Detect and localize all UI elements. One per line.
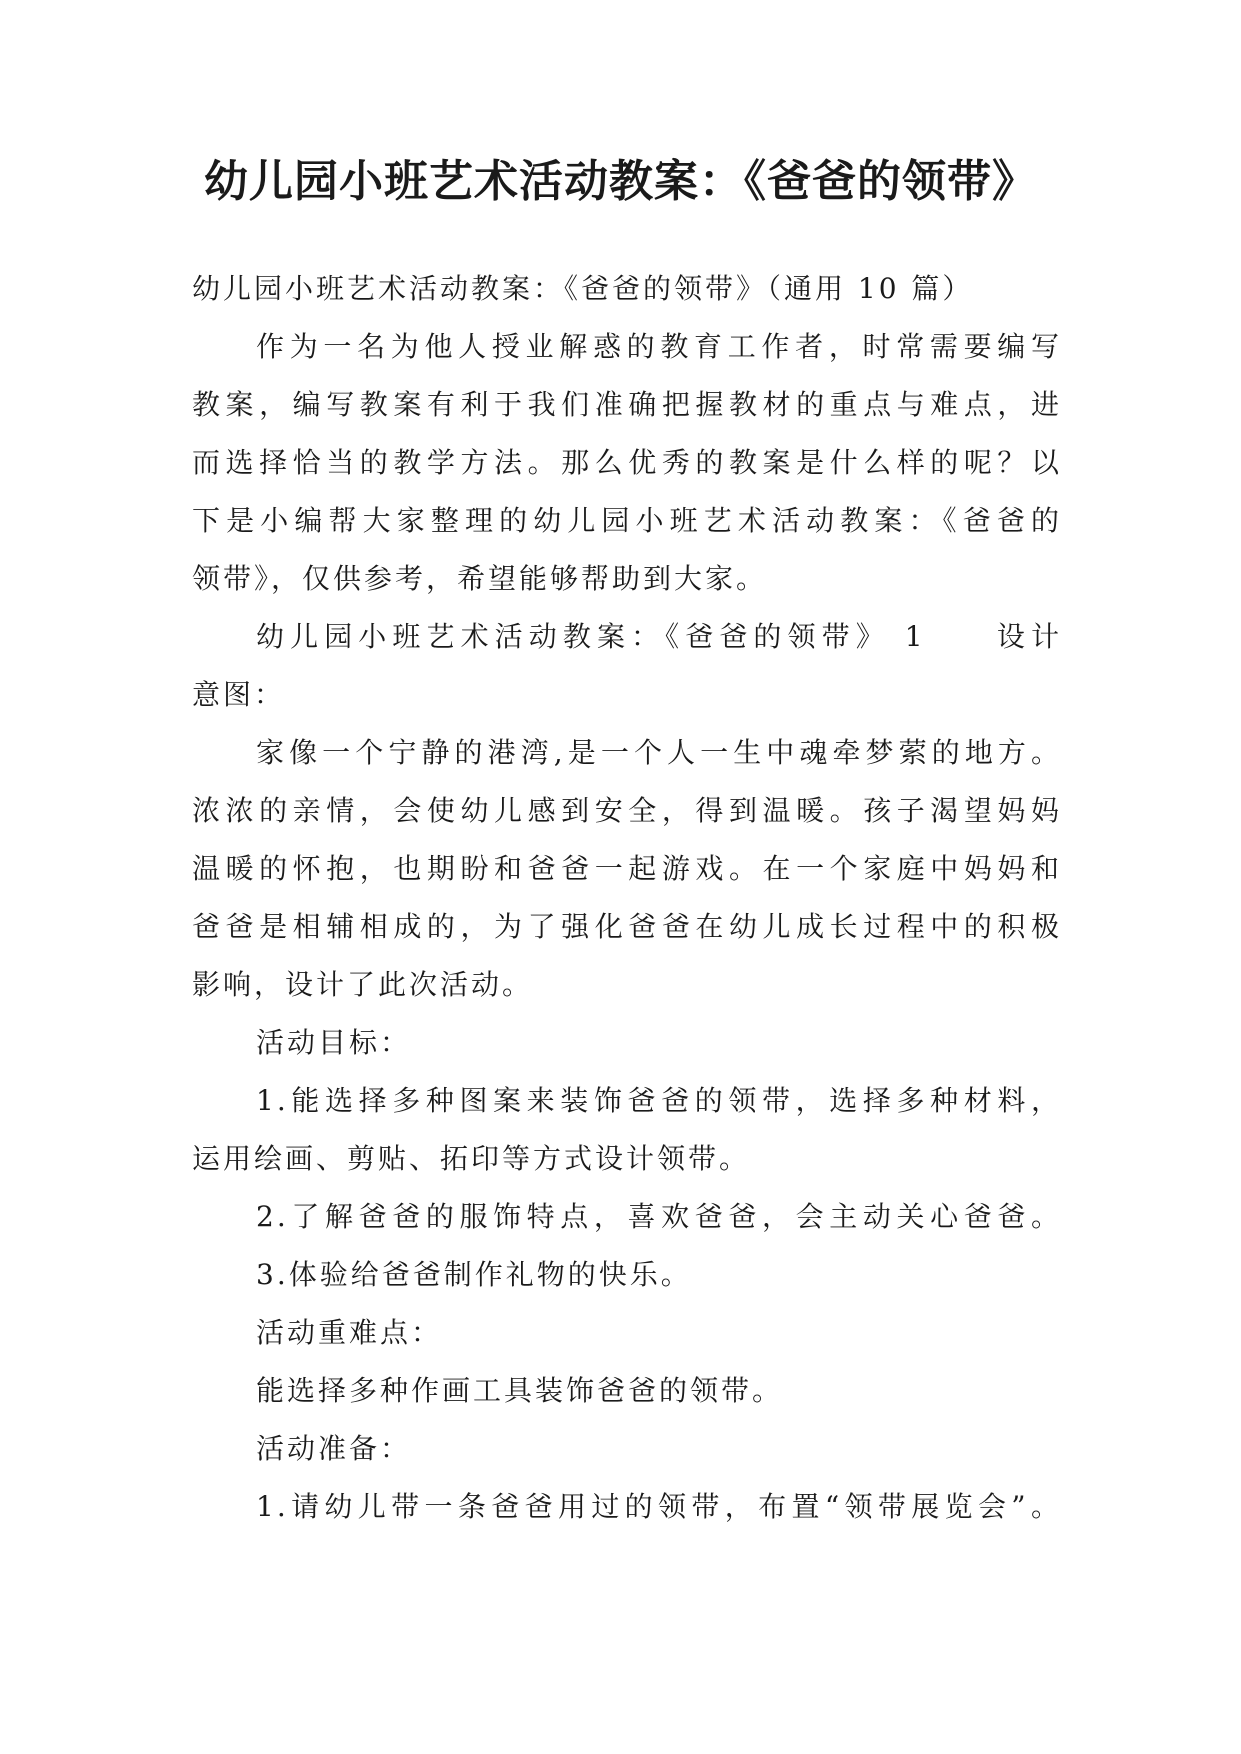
paragraph-line: 教案，编写教案有利于我们准确把握教材的重点与难点，进 — [192, 388, 1062, 421]
paragraph-line: 爸爸是相辅相成的，为了强化爸爸在幼儿成长过程中的积极 — [192, 910, 1062, 943]
paragraph-line: 作为一名为他人授业解惑的教育工作者，时常需要编写 — [256, 330, 1062, 363]
paragraph-line: 能选择多种作画工具装饰爸爸的领带。 — [256, 1374, 784, 1407]
paragraph-line: 温暖的怀抱，也期盼和爸爸一起游戏。在一个家庭中妈妈和 — [192, 852, 1062, 885]
paragraph-line: 家像一个宁静的港湾,是一个人一生中魂牵梦萦的地方。 — [256, 736, 1062, 769]
paragraph-line: 影响，设计了此次活动。 — [192, 968, 534, 1001]
paragraph-line: 领带》，仅供参考，希望能够帮助到大家。 — [192, 562, 768, 595]
document-body — [192, 260, 1062, 1536]
list-item-line: 3.体验给爸爸制作礼物的快乐。 — [256, 1258, 692, 1291]
section-heading-line: 活动重难点： — [256, 1316, 443, 1349]
paragraph-line: 而选择恰当的教学方法。那么优秀的教案是什么样的呢？以 — [192, 446, 1062, 479]
paragraph-line: 意图： — [192, 678, 286, 711]
document-title: 幼儿园小班艺术活动教案：《爸爸的领带》 — [204, 156, 1037, 207]
section-heading-line: 活动目标： — [256, 1026, 412, 1059]
section-heading-line: 幼儿园小班艺术活动教案：《爸爸的领带》 1 设计 — [256, 620, 1062, 653]
paragraph-line: 下是小编帮大家整理的幼儿园小班艺术活动教案：《爸爸的 — [192, 504, 1062, 537]
section-heading-line: 活动准备： — [256, 1432, 412, 1465]
list-item-line: 1.请幼儿带一条爸爸用过的领带，布置“领带展览会”。 — [256, 1490, 1062, 1523]
list-item-line: 2.了解爸爸的服饰特点，喜欢爸爸，会主动关心爸爸。 — [256, 1200, 1062, 1233]
list-item-line: 1.能选择多种图案来装饰爸爸的领带，选择多种材料， — [256, 1084, 1062, 1117]
list-item-line: 运用绘画、剪贴、拓印等方式设计领带。 — [192, 1142, 751, 1175]
subtitle-line: 幼儿园小班艺术活动教案：《爸爸的领带》（通用 10 篇） — [192, 272, 974, 305]
paragraph-line: 浓浓的亲情，会使幼儿感到安全，得到温暖。孩子渴望妈妈 — [192, 794, 1062, 827]
